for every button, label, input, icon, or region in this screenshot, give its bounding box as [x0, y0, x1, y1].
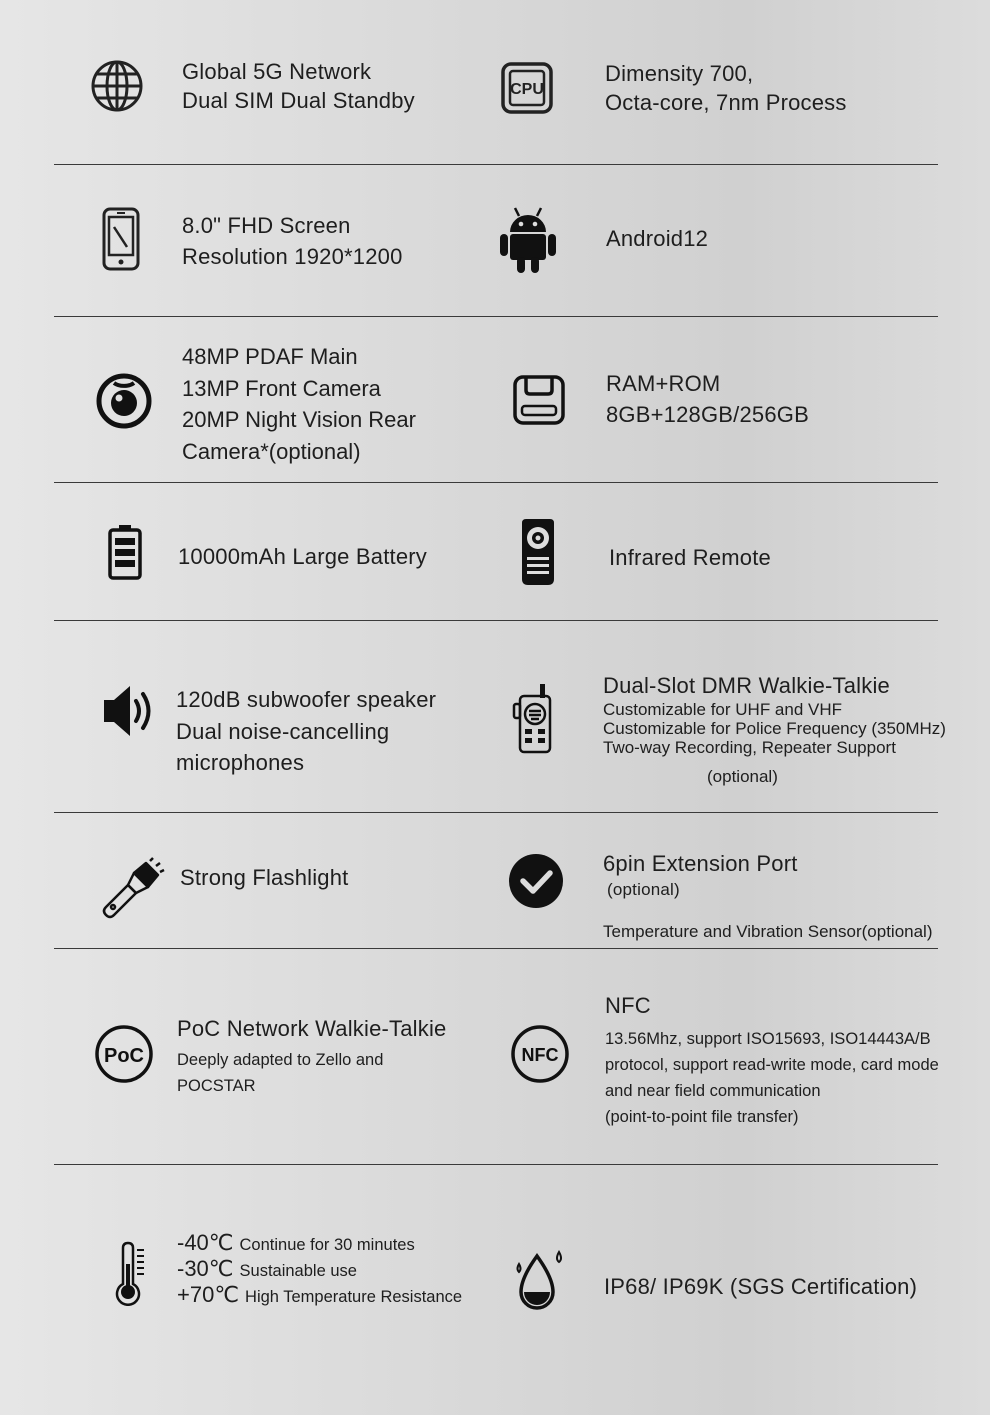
walkie-talkie-icon [512, 682, 558, 756]
extension-feature-text [603, 849, 983, 942]
dmr-note: (optional) [707, 767, 778, 786]
screen-line: 8.0" FHD Screen [182, 213, 351, 238]
temperature-value: -30℃ [177, 1256, 234, 1281]
nfc-line: protocol, support read-write mode, card mode [605, 1056, 939, 1074]
memory-line: RAM+ROM [606, 371, 721, 396]
temperature-desc: Continue for 30 minutes [239, 1236, 415, 1254]
temperature-desc: Sustainable use [239, 1262, 357, 1280]
screen-line: Resolution 1920*1200 [182, 244, 403, 269]
extension-title-row [603, 849, 983, 907]
camera-line: 20MP Night Vision Rear [182, 407, 416, 432]
temperature-desc: High Temperature Resistance [245, 1288, 463, 1306]
temperature-value: -40℃ [177, 1230, 234, 1255]
temperature-feature-text [177, 1230, 462, 1308]
checkmark-icon [508, 853, 564, 909]
network-line: Dual SIM Dual Standby [182, 88, 415, 113]
divider [54, 620, 938, 621]
flashlight-icon [100, 857, 166, 921]
phone-screen-icon [102, 207, 140, 271]
screen-feature-text [182, 210, 403, 272]
divider [54, 1164, 938, 1165]
speaker-line: microphones [176, 750, 305, 775]
dmr-line: Two-way Recording, Repeater Support [603, 738, 896, 757]
poc-line: Deeply adapted to Zello and [177, 1051, 384, 1069]
flashlight-feature-text: Strong Flashlight [180, 865, 349, 890]
temperature-value: +70℃ [177, 1282, 240, 1307]
poc-line: POCSTAR [177, 1077, 256, 1095]
storage-icon [512, 374, 566, 426]
processor-feature-text [605, 59, 847, 117]
temperature-row [177, 1256, 462, 1282]
os-feature-text: Android12 [606, 226, 709, 251]
speaker-icon [102, 683, 160, 739]
extension-title: 6pin Extension Port [603, 851, 798, 876]
temperature-row [177, 1282, 462, 1308]
poc-icon-label: PoC [104, 1045, 144, 1067]
battery-icon [107, 524, 143, 580]
temperature-row [177, 1230, 462, 1256]
nfc-title: NFC [605, 993, 651, 1018]
camera-line: 48MP PDAF Main [182, 344, 358, 369]
poc-icon [94, 1024, 154, 1084]
processor-line: Dimensity 700, [605, 61, 754, 86]
divider [54, 164, 938, 165]
nfc-feature-text [605, 991, 939, 1130]
nfc-icon-label: NFC [521, 1045, 559, 1065]
dmr-title: Dual-Slot DMR Walkie-Talkie [603, 673, 890, 698]
poc-feature-text [177, 1014, 446, 1099]
camera-feature-text [182, 341, 416, 467]
dmr-line: Customizable for UHF and VHF [603, 700, 843, 719]
speaker-line: 120dB subwoofer speaker [176, 687, 437, 712]
android-icon [498, 205, 558, 275]
network-feature-text [182, 57, 415, 115]
network-line: Global 5G Network [182, 59, 372, 84]
camera-line: Camera*(optional) [182, 438, 361, 464]
nfc-line: and near field communication [605, 1082, 821, 1100]
poc-title: PoC Network Walkie-Talkie [177, 1016, 447, 1041]
speaker-line: Dual noise-cancelling [176, 718, 390, 744]
memory-feature-text [606, 368, 809, 430]
nfc-line: 13.56Mhz, support ISO15693, ISO14443A/B [605, 1030, 931, 1048]
dmr-feature-text [603, 671, 983, 788]
remote-feature-text: Infrared Remote [609, 545, 771, 570]
extension-title-note: (optional) [607, 880, 680, 899]
cpu-icon [500, 61, 554, 115]
divider [54, 948, 938, 949]
battery-feature-text: 10000mAh Large Battery [178, 544, 427, 569]
memory-line: 8GB+128GB/256GB [606, 402, 809, 427]
divider [54, 812, 938, 813]
processor-line: Octa-core, 7nm Process [605, 90, 847, 115]
remote-control-icon [519, 517, 557, 587]
nfc-icon [510, 1024, 570, 1084]
globe-icon [90, 59, 144, 113]
camera-line: 13MP Front Camera [182, 375, 381, 401]
thermometer-icon [113, 1240, 149, 1306]
cpu-icon-label: CPU [510, 81, 544, 98]
divider [54, 316, 938, 317]
camera-icon [95, 372, 153, 430]
speaker-feature-text [176, 684, 436, 779]
extension-sub: Temperature and Vibration Sensor(optional) [603, 922, 933, 941]
water-drop-icon [513, 1250, 567, 1314]
waterproof-feature-text: IP68/ IP69K (SGS Certification) [604, 1274, 918, 1299]
nfc-line: (point-to-point file transfer) [605, 1108, 799, 1126]
divider [54, 482, 938, 483]
dmr-line: Customizable for Police Frequency (350MHz) [603, 719, 946, 738]
